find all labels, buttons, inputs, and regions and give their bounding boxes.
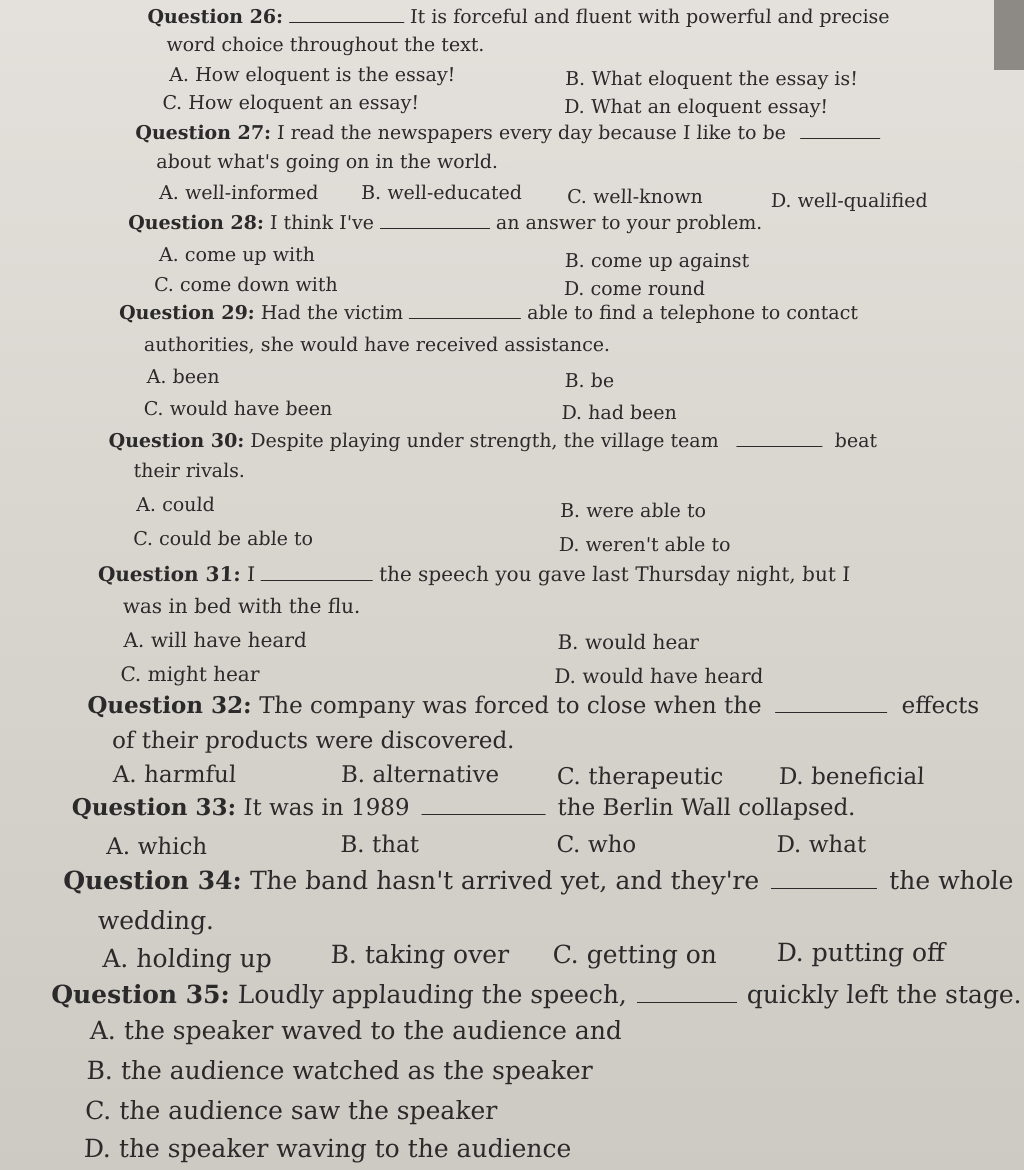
question-30 xyxy=(108,432,877,451)
option-c: C. How eloquent an essay! xyxy=(162,92,420,114)
question-text-cont: wedding. xyxy=(97,906,215,935)
question-text: an answer to your problem. xyxy=(495,212,763,234)
option-a: A. holding up xyxy=(102,944,273,973)
option-b: B. the audience watched as the speaker xyxy=(86,1056,594,1085)
option-d: D. beneficial xyxy=(778,764,925,790)
answer-blank xyxy=(637,1001,737,1003)
question-label: Question 35: xyxy=(50,980,231,1009)
question-label: Question 29: xyxy=(118,302,256,324)
option-c: C. might hear xyxy=(120,662,260,686)
question-text-cont: about what's going on in the world. xyxy=(155,151,499,173)
option-a: A. the speaker waved to the audience and xyxy=(89,1016,623,1045)
answer-blank xyxy=(261,579,373,581)
question-label: Question 33: xyxy=(71,794,237,821)
option-d: D. come round xyxy=(563,278,706,300)
option-a: A. which xyxy=(105,834,208,860)
option-c: C. could be able to xyxy=(132,528,314,550)
option-a: A. well-informed xyxy=(158,182,319,204)
question-label: Question 34: xyxy=(62,866,243,895)
option-b: B. well-educated xyxy=(360,182,523,204)
question-text-cont: word choice throughout the text. xyxy=(166,34,485,56)
question-text-cont: authorities, she would have received assistance. xyxy=(143,334,611,356)
question-label: Question 28: xyxy=(127,212,265,234)
question-text: Had the victim xyxy=(260,302,404,324)
question-text: beat xyxy=(834,430,878,452)
option-b: B. alternative xyxy=(340,762,500,788)
option-b: B. would hear xyxy=(557,630,700,654)
question-text: I read the newspapers every day because I like to be xyxy=(276,122,787,144)
option-a: A. come up with xyxy=(158,244,316,266)
option-d: D. what xyxy=(776,832,867,858)
question-text: It was in 1989 xyxy=(242,795,411,821)
question-label: Question 27: xyxy=(134,122,272,144)
question-label: Question 32: xyxy=(86,692,253,719)
option-c: C. getting on xyxy=(552,940,718,969)
option-b: B. were able to xyxy=(559,500,707,522)
option-d: D. would have heard xyxy=(553,664,764,688)
option-b: B. that xyxy=(340,832,420,858)
answer-blank xyxy=(737,445,823,447)
question-28 xyxy=(128,214,763,233)
option-d: D. the speaker waving to the audience xyxy=(83,1134,572,1163)
question-text: Loudly applauding the speech, xyxy=(237,980,628,1009)
option-b: B. be xyxy=(564,370,615,392)
question-text: quickly left the stage. xyxy=(746,980,1023,1009)
question-text: I xyxy=(246,562,256,586)
option-c: C. come down with xyxy=(153,274,339,296)
question-34 xyxy=(63,868,1014,893)
question-31 xyxy=(98,564,851,584)
answer-blank xyxy=(421,813,545,815)
question-label: Question 30: xyxy=(108,430,245,452)
answer-blank xyxy=(771,887,877,889)
question-text: I think I've xyxy=(269,212,375,234)
question-text-cont: was in bed with the flu. xyxy=(122,594,361,618)
question-27 xyxy=(135,124,886,143)
question-35 xyxy=(51,982,1022,1007)
question-33 xyxy=(71,796,856,820)
answer-blank xyxy=(775,711,887,713)
question-text: the speech you gave last Thursday night, but I xyxy=(378,562,851,586)
question-text: effects xyxy=(901,693,980,719)
option-b: B. come up against xyxy=(564,250,750,272)
question-text: The company was forced to close when the xyxy=(258,693,763,719)
question-text: able to find a telephone to contact xyxy=(526,302,859,324)
option-b: B. taking over xyxy=(330,940,510,969)
option-a: A. How eloquent is the essay! xyxy=(168,64,456,86)
answer-blank xyxy=(380,227,490,229)
question-32 xyxy=(87,694,980,718)
question-label: Question 26: xyxy=(147,6,284,28)
question-text-cont: of their products were discovered. xyxy=(111,728,515,754)
question-29 xyxy=(119,304,859,323)
option-a: A. will have heard xyxy=(123,628,308,652)
question-text: the whole xyxy=(888,866,1014,895)
option-d: D. well-qualified xyxy=(770,190,929,212)
answer-blank xyxy=(800,137,880,139)
question-text: Despite playing under strength, the village team xyxy=(249,430,720,452)
option-c: C. the audience saw the speaker xyxy=(84,1096,498,1125)
question-text-cont: their rivals. xyxy=(133,460,246,482)
option-a: A. harmful xyxy=(112,762,237,788)
option-d: D. weren't able to xyxy=(558,534,731,556)
question-label: Question 31: xyxy=(97,562,242,586)
question-text: the Berlin Wall collapsed. xyxy=(557,795,857,821)
option-c: C. therapeutic xyxy=(556,764,724,790)
option-d: D. What an eloquent essay! xyxy=(563,96,829,118)
option-c: C. would have been xyxy=(143,398,333,420)
option-c: C. well-known xyxy=(566,186,704,208)
option-a: A. been xyxy=(146,366,220,388)
option-c: C. who xyxy=(556,832,637,858)
answer-blank xyxy=(409,317,521,319)
option-d: D. had been xyxy=(561,402,678,424)
option-b: B. What eloquent the essay is! xyxy=(564,68,859,90)
question-text: The band hasn't arrived yet, and they're xyxy=(249,866,760,895)
option-d: D. putting off xyxy=(776,938,946,967)
option-a: A. could xyxy=(135,494,216,516)
question-text: It is forceful and fluent with powerful and precise xyxy=(409,6,890,28)
question-26 xyxy=(147,8,890,27)
answer-blank xyxy=(289,21,404,23)
